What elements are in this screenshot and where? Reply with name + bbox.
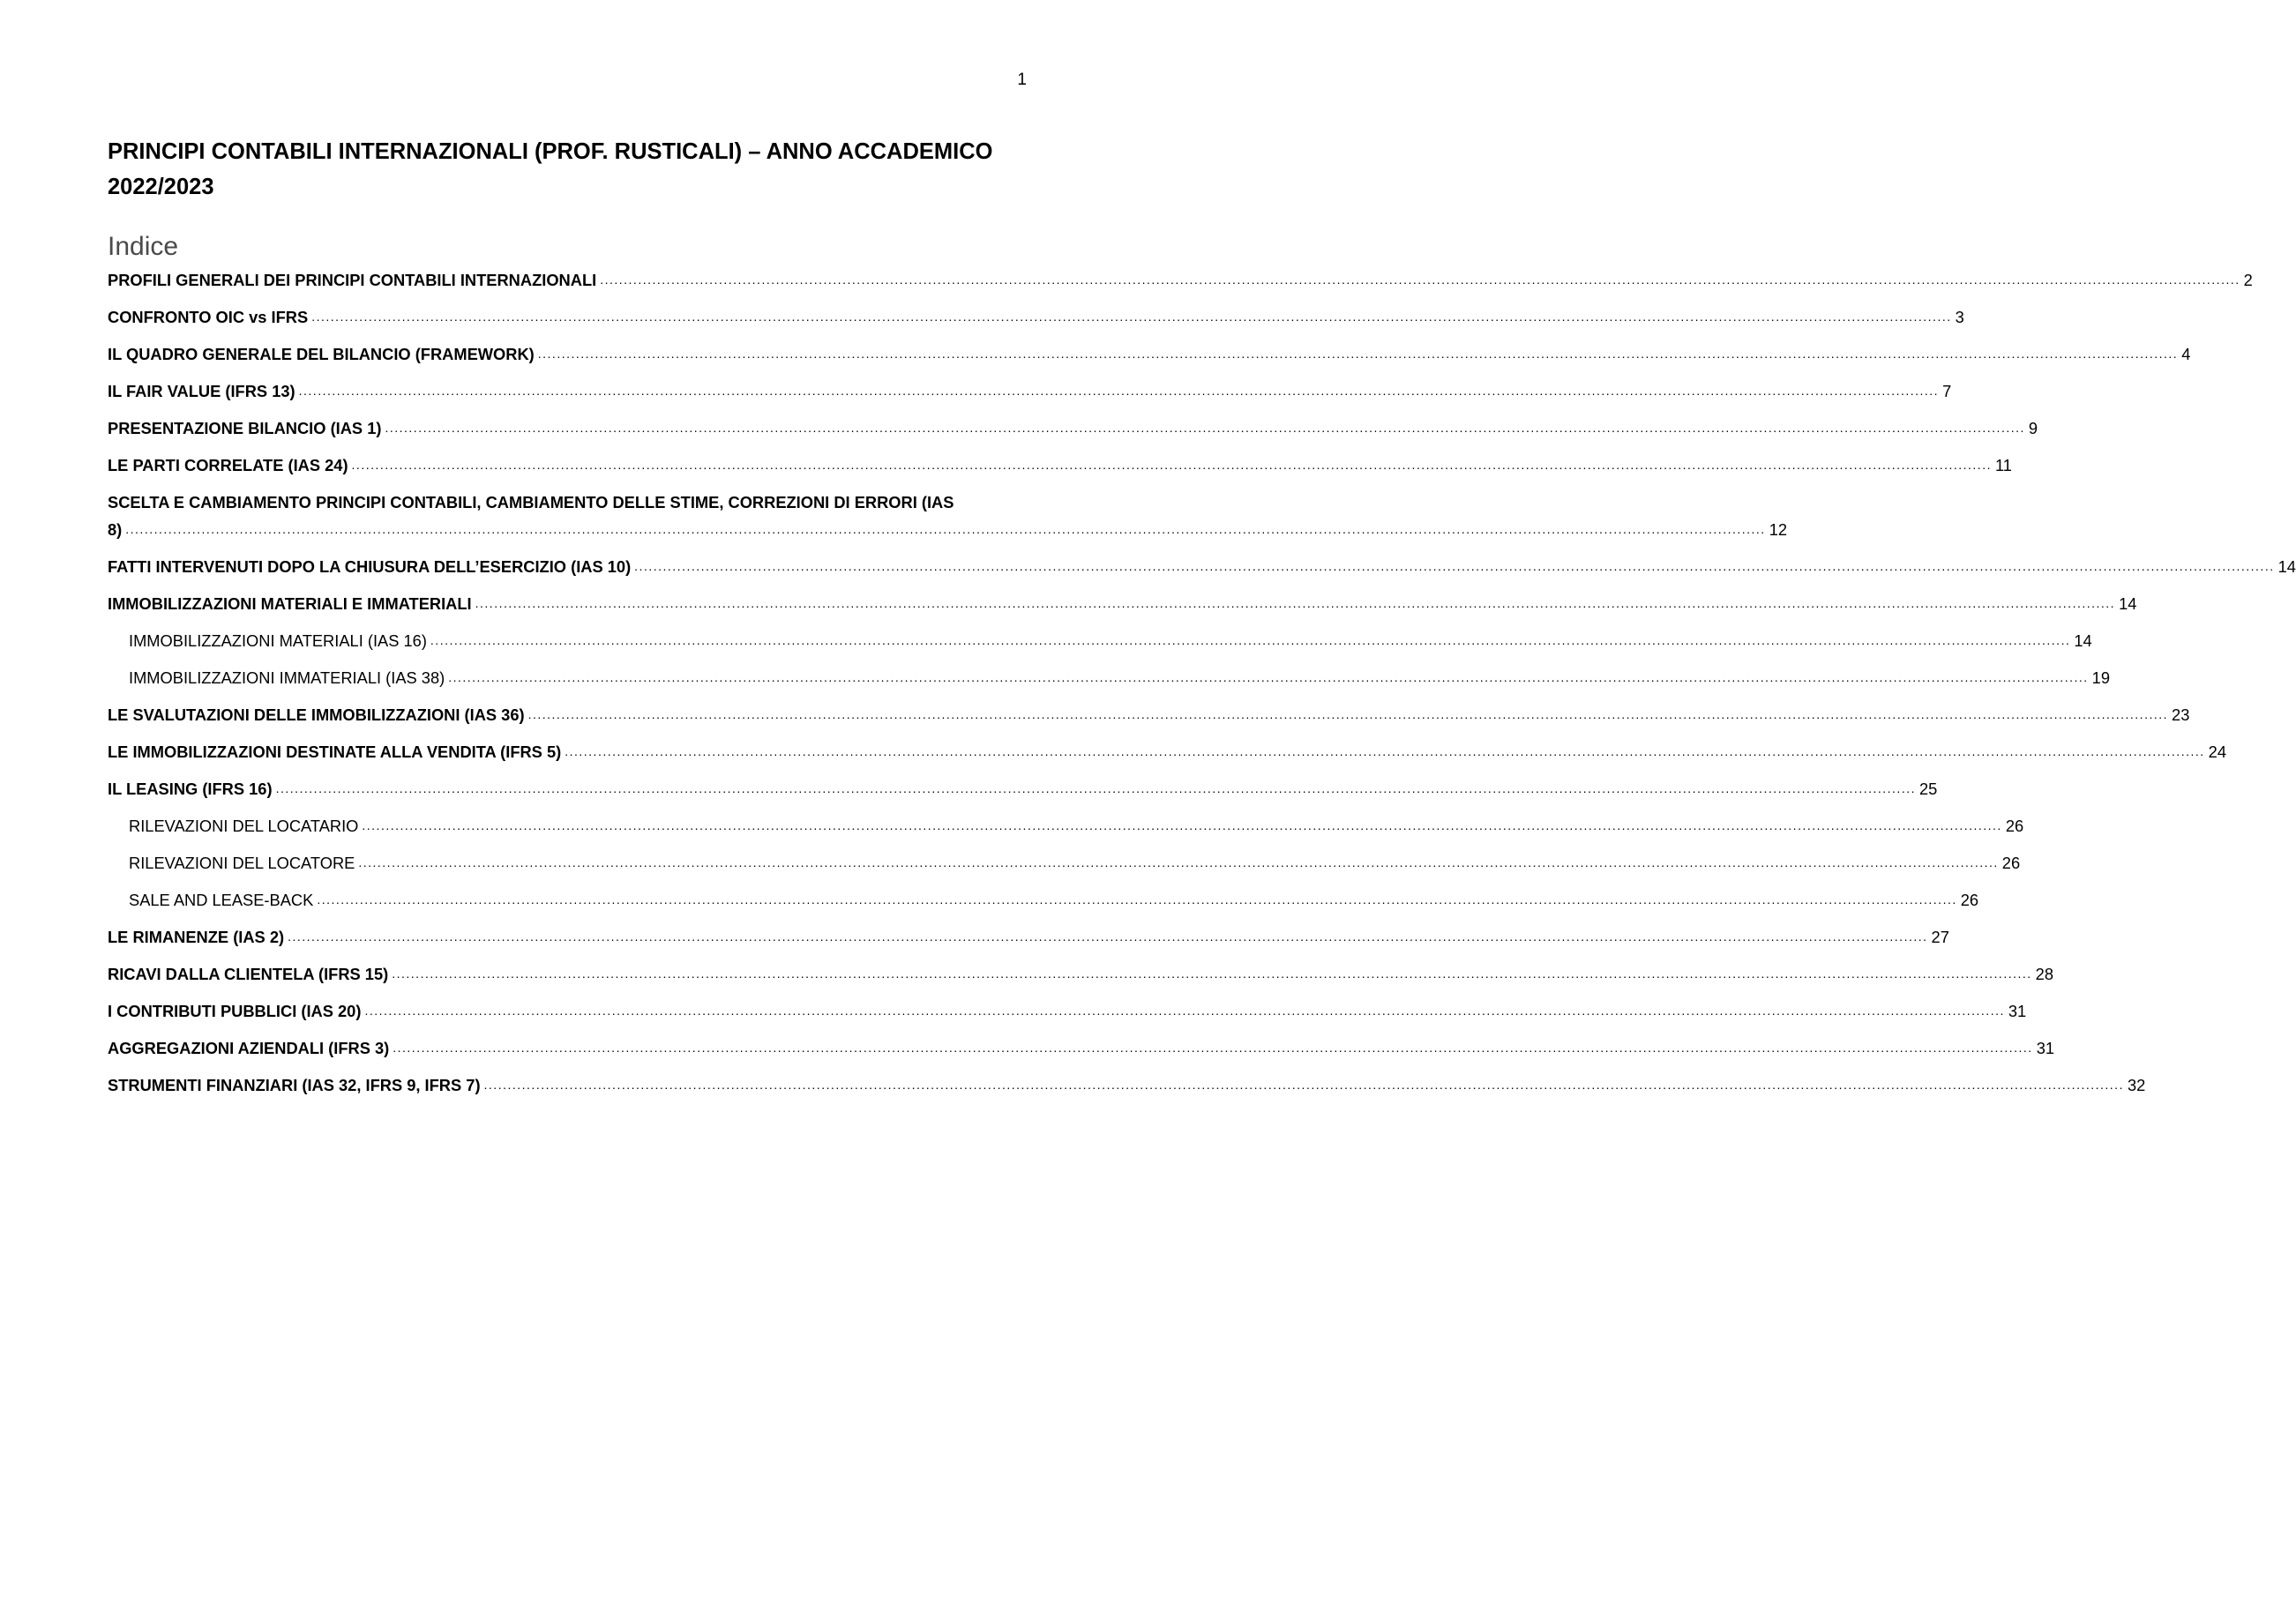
toc-page-number: 26 xyxy=(1960,891,1979,909)
toc-page-number: 25 xyxy=(1919,780,1938,798)
toc-page-number: 11 xyxy=(1994,456,2012,474)
dot-leader xyxy=(125,516,1765,543)
dot-leader xyxy=(448,664,2088,691)
dot-leader xyxy=(538,340,2178,368)
toc-page-number: 23 xyxy=(2172,705,2190,724)
dot-leader xyxy=(385,414,2024,442)
toc-page-number: 9 xyxy=(2028,419,2038,437)
toc-page-number: 2 xyxy=(2243,271,2253,289)
toc-page-number: 14 xyxy=(2277,557,2296,576)
toc-heading: Indice xyxy=(108,232,179,261)
dot-leader xyxy=(475,590,2115,617)
dot-leader xyxy=(393,1034,2032,1062)
dot-leader xyxy=(352,451,1992,479)
dot-leader xyxy=(288,923,1927,951)
dot-leader xyxy=(276,775,1916,802)
toc-entry-contributi-pubblici[interactable]: I CONTRIBUTI PUBBLICI (IAS 20) ..... 31 xyxy=(108,997,1028,1025)
toc-entry-sale-lease-back[interactable]: SALE AND LEASE-BACK ..... 26 xyxy=(108,886,1028,914)
toc-page-number: 14 xyxy=(2074,631,2092,650)
toc-entry-ricavi-clientela[interactable]: RICAVI DALLA CLIENTELA (IFRS 15) ..... 28 xyxy=(108,960,1028,988)
toc-entry-immobilizzazioni-immateriali[interactable]: IMMOBILIZZAZIONI IMMATERIALI (IAS 38) ..... 19 xyxy=(108,664,1028,691)
toc-entry-fair-value[interactable]: IL FAIR VALUE (IFRS 13) ..... 7 xyxy=(108,377,1028,405)
toc-page-number: 3 xyxy=(1955,308,1964,326)
toc-entry-parti-correlate[interactable]: LE PARTI CORRELATE (IAS 24) ..... 11 xyxy=(108,451,1028,479)
toc-entry-profili-generali[interactable]: PROFILI GENERALI DEI PRINCIPI CONTABILI INTERNAZIONALI ..... 2 xyxy=(108,266,1028,294)
toc-page-number: 7 xyxy=(1942,382,1952,400)
toc-entry-strumenti-finanziari[interactable]: STRUMENTI FINANZIARI (IAS 32, IFRS 9, IFRS 7) ..... 32 xyxy=(108,1071,1028,1099)
toc-page-number: 27 xyxy=(1931,928,1949,946)
toc-entry-rilevazioni-locatore[interactable]: RILEVAZIONI DEL LOCATORE ..... 26 xyxy=(108,849,1028,877)
toc-entry-rimanenze[interactable]: LE RIMANENZE (IAS 2) ..... 27 xyxy=(108,923,1028,951)
toc-entry-destinate-vendita[interactable]: LE IMMOBILIZZAZIONI DESTINATE ALLA VENDITA (IFRS 5) ..... 24 xyxy=(108,738,1028,765)
toc-entry-fatti-intervenuti[interactable]: FATTI INTERVENUTI DOPO LA CHIUSURA DELL’ESERCIZIO (IAS 10) ..... 14 xyxy=(108,553,1028,580)
dot-leader xyxy=(358,849,1998,877)
toc-entry-scelta-cambiamento[interactable]: SCELTA E CAMBIAMENTO PRINCIPI CONTABILI, CAMBIAMENTO DELLE STIME, CORREZIONI DI ERRORI (IAS 8) ..... 12 xyxy=(108,489,1028,543)
toc-entry-aggregazioni-aziendali[interactable]: AGGREGAZIONI AZIENDALI (IFRS 3) ..... 31 xyxy=(108,1034,1028,1062)
dot-leader xyxy=(362,812,2001,840)
document-title: PRINCIPI CONTABILI INTERNAZIONALI (PROF. RUSTICALI) – ANNO ACCADEMICO 2022/2023 xyxy=(108,139,993,199)
toc-page-number: 31 xyxy=(2008,1002,2027,1020)
dot-leader xyxy=(528,701,2168,728)
dot-leader xyxy=(430,627,2070,654)
dot-leader xyxy=(392,960,2031,988)
toc-entry-confronto-oic-ifrs[interactable]: CONFRONTO OIC vs IFRS ..... 3 xyxy=(108,303,1028,331)
dot-leader xyxy=(634,553,2274,580)
dot-leader xyxy=(311,303,1951,331)
toc-page-number: 19 xyxy=(2091,668,2110,687)
toc-entry-rilevazioni-locatario[interactable]: RILEVAZIONI DEL LOCATARIO ..... 26 xyxy=(108,812,1028,840)
toc-page-number: 12 xyxy=(1769,520,1788,539)
toc-page-number: 26 xyxy=(2001,854,2021,872)
toc-entry-svalutazioni[interactable]: LE SVALUTAZIONI DELLE IMMOBILIZZAZIONI (IAS 36) ..... 23 xyxy=(108,701,1028,728)
page-number: 1 xyxy=(1017,71,1027,89)
dot-leader xyxy=(565,738,2204,765)
toc-page-number: 32 xyxy=(2127,1076,2146,1094)
toc-page-number: 28 xyxy=(2035,965,2054,983)
dot-leader xyxy=(299,377,1939,405)
toc-entry-leasing[interactable]: IL LEASING (IFRS 16) ..... 25 xyxy=(108,775,1028,802)
dot-leader xyxy=(364,997,2004,1025)
table-of-contents xyxy=(108,266,2296,1108)
toc-page-number: 14 xyxy=(2119,594,2137,613)
dot-leader xyxy=(317,886,1956,914)
toc-entry-immobilizzazioni[interactable]: IMMOBILIZZAZIONI MATERIALI E IMMATERIALI ..... 14 xyxy=(108,590,1028,617)
toc-entry-immobilizzazioni-materiali[interactable]: IMMOBILIZZAZIONI MATERIALI (IAS 16) ..... 14 xyxy=(108,627,1028,654)
toc-entry-presentazione-bilancio[interactable]: PRESENTAZIONE BILANCIO (IAS 1) ..... 9 xyxy=(108,414,1028,442)
toc-page-number: 4 xyxy=(2181,345,2191,363)
toc-page-number: 26 xyxy=(2005,817,2024,835)
dot-leader xyxy=(484,1071,2124,1099)
toc-page-number: 24 xyxy=(2208,743,2226,761)
dot-leader xyxy=(600,266,2240,294)
toc-entry-framework[interactable]: IL QUADRO GENERALE DEL BILANCIO (FRAMEWORK) ..... 4 xyxy=(108,340,1028,368)
toc-page-number: 31 xyxy=(2036,1039,2055,1057)
